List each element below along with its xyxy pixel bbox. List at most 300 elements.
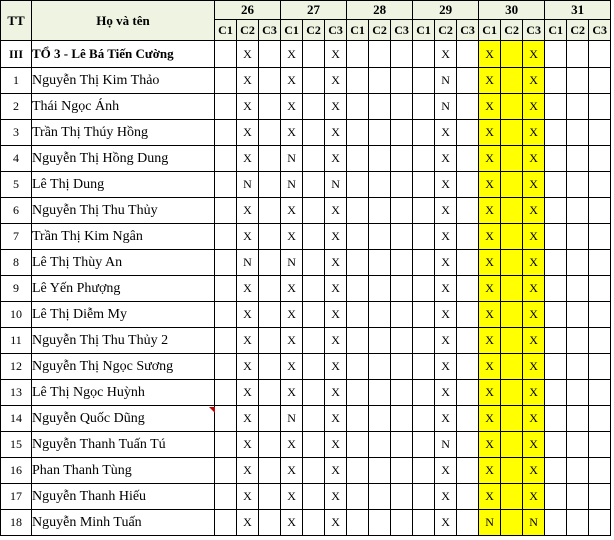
attendance-cell[interactable] [457, 146, 479, 172]
member-name-cell[interactable]: Nguyễn Thị Kim Thảo [32, 68, 215, 94]
row-number-cell[interactable]: 2 [1, 94, 32, 120]
attendance-cell[interactable]: X [479, 94, 501, 120]
attendance-cell[interactable]: X [435, 406, 457, 432]
attendance-cell[interactable]: X [325, 354, 347, 380]
attendance-cell[interactable] [589, 41, 611, 68]
attendance-cell[interactable] [369, 172, 391, 198]
attendance-cell[interactable] [259, 250, 281, 276]
attendance-cell[interactable]: N [237, 250, 259, 276]
attendance-cell[interactable] [567, 146, 589, 172]
attendance-cell[interactable] [501, 406, 523, 432]
row-number-cell[interactable]: 10 [1, 302, 32, 328]
attendance-cell[interactable] [259, 406, 281, 432]
attendance-cell[interactable]: X [523, 68, 545, 94]
attendance-cell[interactable] [391, 276, 413, 302]
attendance-cell[interactable]: X [479, 380, 501, 406]
attendance-cell[interactable] [567, 41, 589, 68]
attendance-cell[interactable] [215, 484, 237, 510]
attendance-cell[interactable]: X [523, 250, 545, 276]
attendance-cell[interactable] [215, 68, 237, 94]
header-day-31[interactable]: 31 [545, 1, 611, 20]
member-name-cell[interactable]: Nguyễn Thị Ngọc Sương [32, 354, 215, 380]
attendance-cell[interactable] [303, 484, 325, 510]
attendance-cell[interactable] [589, 120, 611, 146]
attendance-cell[interactable]: X [435, 458, 457, 484]
attendance-cell[interactable]: X [281, 68, 303, 94]
attendance-cell[interactable] [369, 120, 391, 146]
attendance-cell[interactable]: X [237, 146, 259, 172]
attendance-cell[interactable]: X [523, 328, 545, 354]
attendance-cell[interactable]: X [479, 224, 501, 250]
attendance-cell[interactable]: X [479, 250, 501, 276]
attendance-cell[interactable] [259, 120, 281, 146]
attendance-cell[interactable]: X [325, 198, 347, 224]
attendance-cell[interactable]: X [325, 224, 347, 250]
attendance-cell[interactable] [413, 406, 435, 432]
attendance-cell[interactable]: X [435, 41, 457, 68]
attendance-cell[interactable]: X [281, 120, 303, 146]
attendance-cell[interactable] [501, 458, 523, 484]
attendance-cell[interactable]: X [325, 432, 347, 458]
attendance-cell[interactable]: X [523, 146, 545, 172]
attendance-cell[interactable] [215, 146, 237, 172]
attendance-cell[interactable] [501, 380, 523, 406]
member-name-cell[interactable]: Thái Ngọc Ánh [32, 94, 215, 120]
attendance-cell[interactable] [589, 458, 611, 484]
attendance-cell[interactable] [347, 94, 369, 120]
header-day-30[interactable]: 30 [479, 1, 545, 20]
header-day-27-c2[interactable]: C2 [303, 20, 325, 41]
attendance-cell[interactable]: N [325, 172, 347, 198]
attendance-cell[interactable] [589, 328, 611, 354]
attendance-cell[interactable]: X [325, 328, 347, 354]
attendance-cell[interactable] [369, 94, 391, 120]
attendance-cell[interactable] [259, 328, 281, 354]
header-day-31-c1[interactable]: C1 [545, 20, 567, 41]
attendance-cell[interactable]: X [435, 380, 457, 406]
attendance-cell[interactable] [347, 354, 369, 380]
attendance-cell[interactable] [391, 354, 413, 380]
attendance-cell[interactable] [259, 380, 281, 406]
attendance-cell[interactable]: X [281, 94, 303, 120]
attendance-cell[interactable] [215, 224, 237, 250]
attendance-cell[interactable]: X [479, 458, 501, 484]
attendance-cell[interactable] [347, 120, 369, 146]
attendance-cell[interactable]: X [435, 120, 457, 146]
header-day-26[interactable]: 26 [215, 1, 281, 20]
attendance-cell[interactable] [413, 94, 435, 120]
attendance-cell[interactable] [303, 406, 325, 432]
attendance-cell[interactable]: X [479, 432, 501, 458]
row-number-cell[interactable]: 18 [1, 510, 32, 536]
header-day-30-c2[interactable]: C2 [501, 20, 523, 41]
attendance-cell[interactable] [567, 484, 589, 510]
attendance-cell[interactable]: X [237, 41, 259, 68]
attendance-cell[interactable] [215, 94, 237, 120]
attendance-cell[interactable] [391, 250, 413, 276]
header-day-26-c2[interactable]: C2 [237, 20, 259, 41]
attendance-cell[interactable]: X [435, 510, 457, 536]
attendance-cell[interactable] [501, 68, 523, 94]
row-number-cell[interactable]: 12 [1, 354, 32, 380]
header-day-29-c3[interactable]: C3 [457, 20, 479, 41]
attendance-cell[interactable]: X [281, 380, 303, 406]
attendance-cell[interactable] [545, 276, 567, 302]
attendance-cell[interactable] [259, 302, 281, 328]
attendance-cell[interactable] [567, 328, 589, 354]
attendance-cell[interactable] [545, 328, 567, 354]
attendance-cell[interactable]: X [435, 198, 457, 224]
header-day-29[interactable]: 29 [413, 1, 479, 20]
attendance-cell[interactable] [259, 224, 281, 250]
attendance-cell[interactable]: X [325, 120, 347, 146]
attendance-cell[interactable] [369, 484, 391, 510]
attendance-cell[interactable] [501, 198, 523, 224]
attendance-cell[interactable] [567, 302, 589, 328]
attendance-cell[interactable] [589, 276, 611, 302]
attendance-cell[interactable] [391, 510, 413, 536]
attendance-cell[interactable] [347, 146, 369, 172]
attendance-cell[interactable]: X [237, 354, 259, 380]
attendance-cell[interactable] [501, 276, 523, 302]
attendance-cell[interactable] [303, 328, 325, 354]
row-number-cell[interactable]: 16 [1, 458, 32, 484]
member-name-cell[interactable]: Nguyễn Minh Tuấn [32, 510, 215, 536]
member-name-cell[interactable]: Nguyễn Quốc Dũng [32, 406, 215, 432]
attendance-cell[interactable] [457, 94, 479, 120]
attendance-cell[interactable]: X [479, 406, 501, 432]
attendance-cell[interactable] [589, 68, 611, 94]
attendance-cell[interactable] [259, 198, 281, 224]
attendance-cell[interactable]: X [523, 94, 545, 120]
attendance-cell[interactable] [545, 302, 567, 328]
attendance-cell[interactable] [215, 432, 237, 458]
attendance-cell[interactable]: X [237, 94, 259, 120]
attendance-cell[interactable] [589, 146, 611, 172]
attendance-cell[interactable] [303, 458, 325, 484]
attendance-cell[interactable] [259, 68, 281, 94]
attendance-cell[interactable] [413, 458, 435, 484]
attendance-cell[interactable] [215, 354, 237, 380]
attendance-cell[interactable]: X [479, 302, 501, 328]
attendance-cell[interactable] [501, 94, 523, 120]
attendance-cell[interactable] [347, 68, 369, 94]
attendance-cell[interactable] [369, 406, 391, 432]
attendance-cell[interactable]: X [325, 484, 347, 510]
row-number-cell[interactable]: 6 [1, 198, 32, 224]
attendance-cell[interactable]: X [237, 510, 259, 536]
attendance-cell[interactable] [589, 250, 611, 276]
attendance-cell[interactable] [545, 458, 567, 484]
attendance-cell[interactable] [457, 198, 479, 224]
attendance-cell[interactable]: X [325, 41, 347, 68]
attendance-cell[interactable] [303, 68, 325, 94]
header-day-27-c1[interactable]: C1 [281, 20, 303, 41]
attendance-cell[interactable] [567, 458, 589, 484]
attendance-cell[interactable] [567, 432, 589, 458]
attendance-cell[interactable] [303, 172, 325, 198]
attendance-cell[interactable] [303, 276, 325, 302]
attendance-cell[interactable] [457, 276, 479, 302]
header-day-31-c2[interactable]: C2 [567, 20, 589, 41]
group-name-cell[interactable]: TỔ 3 - Lê Bá Tiến Cường [32, 41, 215, 68]
attendance-cell[interactable] [567, 276, 589, 302]
group-number-cell[interactable]: III [1, 41, 32, 68]
attendance-cell[interactable]: X [479, 484, 501, 510]
attendance-cell[interactable] [501, 484, 523, 510]
attendance-cell[interactable] [589, 380, 611, 406]
attendance-cell[interactable] [501, 146, 523, 172]
attendance-cell[interactable] [215, 406, 237, 432]
member-name-cell[interactable]: Lê Thị Diễm My [32, 302, 215, 328]
attendance-cell[interactable]: X [237, 406, 259, 432]
attendance-cell[interactable] [501, 328, 523, 354]
attendance-cell[interactable] [589, 224, 611, 250]
header-tt[interactable]: TT [1, 1, 32, 41]
attendance-cell[interactable] [457, 432, 479, 458]
attendance-cell[interactable] [259, 146, 281, 172]
attendance-cell[interactable] [457, 458, 479, 484]
attendance-cell[interactable] [259, 276, 281, 302]
attendance-cell[interactable]: X [281, 302, 303, 328]
attendance-cell[interactable]: X [523, 406, 545, 432]
attendance-cell[interactable] [457, 484, 479, 510]
attendance-cell[interactable] [347, 484, 369, 510]
attendance-cell[interactable] [303, 120, 325, 146]
attendance-cell[interactable] [413, 41, 435, 68]
header-day-30-c1[interactable]: C1 [479, 20, 501, 41]
attendance-cell[interactable] [567, 224, 589, 250]
attendance-cell[interactable]: N [281, 250, 303, 276]
attendance-cell[interactable]: X [237, 68, 259, 94]
attendance-cell[interactable] [567, 380, 589, 406]
header-day-28[interactable]: 28 [347, 1, 413, 20]
attendance-cell[interactable] [369, 68, 391, 94]
attendance-cell[interactable]: X [281, 432, 303, 458]
attendance-cell[interactable] [347, 380, 369, 406]
attendance-cell[interactable]: X [479, 68, 501, 94]
header-day-30-c3[interactable]: C3 [523, 20, 545, 41]
attendance-cell[interactable] [259, 510, 281, 536]
attendance-cell[interactable] [369, 250, 391, 276]
attendance-cell[interactable] [347, 302, 369, 328]
attendance-cell[interactable] [501, 41, 523, 68]
attendance-cell[interactable]: N [479, 510, 501, 536]
attendance-cell[interactable]: X [435, 276, 457, 302]
attendance-cell[interactable] [215, 380, 237, 406]
attendance-cell[interactable] [413, 276, 435, 302]
attendance-cell[interactable] [457, 328, 479, 354]
attendance-cell[interactable] [545, 406, 567, 432]
row-number-cell[interactable]: 1 [1, 68, 32, 94]
attendance-cell[interactable] [347, 328, 369, 354]
attendance-cell[interactable] [391, 172, 413, 198]
attendance-cell[interactable] [457, 120, 479, 146]
attendance-cell[interactable] [545, 68, 567, 94]
member-name-cell[interactable]: Nguyễn Thanh Hiếu [32, 484, 215, 510]
attendance-cell[interactable] [589, 406, 611, 432]
attendance-cell[interactable] [589, 198, 611, 224]
attendance-cell[interactable] [567, 354, 589, 380]
attendance-cell[interactable] [369, 302, 391, 328]
attendance-cell[interactable] [391, 41, 413, 68]
attendance-cell[interactable] [215, 198, 237, 224]
attendance-cell[interactable]: X [479, 146, 501, 172]
member-name-cell[interactable]: Phan Thanh Tùng [32, 458, 215, 484]
attendance-cell[interactable] [567, 94, 589, 120]
attendance-cell[interactable] [457, 68, 479, 94]
attendance-cell[interactable] [545, 198, 567, 224]
attendance-cell[interactable] [545, 224, 567, 250]
attendance-cell[interactable] [457, 406, 479, 432]
row-number-cell[interactable]: 17 [1, 484, 32, 510]
attendance-cell[interactable] [215, 120, 237, 146]
row-number-cell[interactable]: 13 [1, 380, 32, 406]
attendance-cell[interactable]: X [523, 120, 545, 146]
row-number-cell[interactable]: 4 [1, 146, 32, 172]
attendance-cell[interactable] [215, 41, 237, 68]
attendance-cell[interactable] [413, 432, 435, 458]
attendance-cell[interactable] [391, 302, 413, 328]
attendance-cell[interactable] [369, 328, 391, 354]
attendance-cell[interactable] [545, 354, 567, 380]
attendance-cell[interactable] [545, 250, 567, 276]
attendance-cell[interactable]: X [523, 276, 545, 302]
attendance-cell[interactable] [567, 172, 589, 198]
attendance-cell[interactable] [259, 172, 281, 198]
attendance-cell[interactable] [501, 510, 523, 536]
attendance-cell[interactable]: X [523, 354, 545, 380]
attendance-cell[interactable] [347, 406, 369, 432]
attendance-cell[interactable]: X [435, 484, 457, 510]
header-day-26-c3[interactable]: C3 [259, 20, 281, 41]
attendance-cell[interactable]: X [523, 484, 545, 510]
attendance-cell[interactable] [567, 510, 589, 536]
member-name-cell[interactable]: Lê Thị Dung [32, 172, 215, 198]
attendance-cell[interactable]: X [281, 354, 303, 380]
attendance-cell[interactable] [369, 41, 391, 68]
attendance-cell[interactable]: X [523, 302, 545, 328]
attendance-cell[interactable] [501, 120, 523, 146]
attendance-cell[interactable]: N [523, 510, 545, 536]
attendance-cell[interactable] [501, 432, 523, 458]
attendance-cell[interactable]: X [435, 146, 457, 172]
attendance-cell[interactable]: X [325, 458, 347, 484]
attendance-cell[interactable] [369, 380, 391, 406]
attendance-cell[interactable] [259, 41, 281, 68]
attendance-cell[interactable] [589, 510, 611, 536]
attendance-cell[interactable]: X [237, 276, 259, 302]
attendance-cell[interactable] [567, 120, 589, 146]
header-day-28-c1[interactable]: C1 [347, 20, 369, 41]
attendance-cell[interactable] [457, 41, 479, 68]
attendance-cell[interactable]: X [281, 198, 303, 224]
attendance-cell[interactable]: X [523, 458, 545, 484]
attendance-cell[interactable] [457, 302, 479, 328]
attendance-cell[interactable]: X [281, 510, 303, 536]
attendance-cell[interactable] [215, 510, 237, 536]
attendance-cell[interactable] [215, 458, 237, 484]
row-number-cell[interactable]: 15 [1, 432, 32, 458]
attendance-cell[interactable] [391, 198, 413, 224]
attendance-cell[interactable] [369, 510, 391, 536]
attendance-cell[interactable] [347, 276, 369, 302]
attendance-cell[interactable] [413, 354, 435, 380]
attendance-cell[interactable] [545, 172, 567, 198]
attendance-cell[interactable] [457, 354, 479, 380]
attendance-cell[interactable]: X [479, 120, 501, 146]
attendance-cell[interactable] [347, 198, 369, 224]
attendance-cell[interactable] [567, 250, 589, 276]
attendance-cell[interactable] [457, 172, 479, 198]
attendance-cell[interactable] [303, 224, 325, 250]
row-number-cell[interactable]: 3 [1, 120, 32, 146]
attendance-cell[interactable] [391, 224, 413, 250]
attendance-cell[interactable] [413, 68, 435, 94]
attendance-cell[interactable]: X [523, 432, 545, 458]
attendance-cell[interactable]: X [479, 328, 501, 354]
attendance-cell[interactable] [457, 510, 479, 536]
attendance-cell[interactable]: X [237, 328, 259, 354]
attendance-cell[interactable] [259, 94, 281, 120]
attendance-cell[interactable] [589, 354, 611, 380]
attendance-cell[interactable] [347, 41, 369, 68]
attendance-cell[interactable]: X [325, 146, 347, 172]
attendance-cell[interactable]: X [523, 380, 545, 406]
attendance-cell[interactable] [391, 68, 413, 94]
attendance-cell[interactable]: N [281, 172, 303, 198]
attendance-cell[interactable] [347, 172, 369, 198]
attendance-cell[interactable] [545, 41, 567, 68]
attendance-cell[interactable] [391, 146, 413, 172]
attendance-cell[interactable] [501, 354, 523, 380]
header-name[interactable]: Họ và tên [32, 1, 215, 41]
header-day-31-c3[interactable]: C3 [589, 20, 611, 41]
attendance-cell[interactable]: X [435, 328, 457, 354]
attendance-cell[interactable] [545, 146, 567, 172]
attendance-cell[interactable] [391, 328, 413, 354]
attendance-cell[interactable] [215, 302, 237, 328]
attendance-cell[interactable]: X [435, 302, 457, 328]
header-day-29-c1[interactable]: C1 [413, 20, 435, 41]
attendance-cell[interactable] [259, 458, 281, 484]
attendance-cell[interactable] [457, 250, 479, 276]
attendance-cell[interactable] [589, 484, 611, 510]
attendance-cell[interactable] [303, 510, 325, 536]
attendance-cell[interactable] [391, 432, 413, 458]
attendance-cell[interactable]: X [325, 68, 347, 94]
member-name-cell[interactable]: Trần Thị Thúy Hồng [32, 120, 215, 146]
attendance-cell[interactable]: X [281, 484, 303, 510]
attendance-cell[interactable] [369, 198, 391, 224]
attendance-cell[interactable]: X [435, 224, 457, 250]
attendance-cell[interactable] [567, 198, 589, 224]
attendance-cell[interactable] [259, 354, 281, 380]
attendance-cell[interactable] [567, 68, 589, 94]
attendance-cell[interactable] [303, 250, 325, 276]
attendance-cell[interactable]: X [281, 224, 303, 250]
row-number-cell[interactable]: 11 [1, 328, 32, 354]
row-number-cell[interactable]: 9 [1, 276, 32, 302]
attendance-cell[interactable] [589, 172, 611, 198]
attendance-cell[interactable] [545, 510, 567, 536]
attendance-cell[interactable] [347, 432, 369, 458]
attendance-cell[interactable]: X [281, 276, 303, 302]
attendance-cell[interactable] [391, 484, 413, 510]
attendance-cell[interactable] [303, 380, 325, 406]
attendance-cell[interactable] [303, 146, 325, 172]
attendance-cell[interactable] [413, 328, 435, 354]
